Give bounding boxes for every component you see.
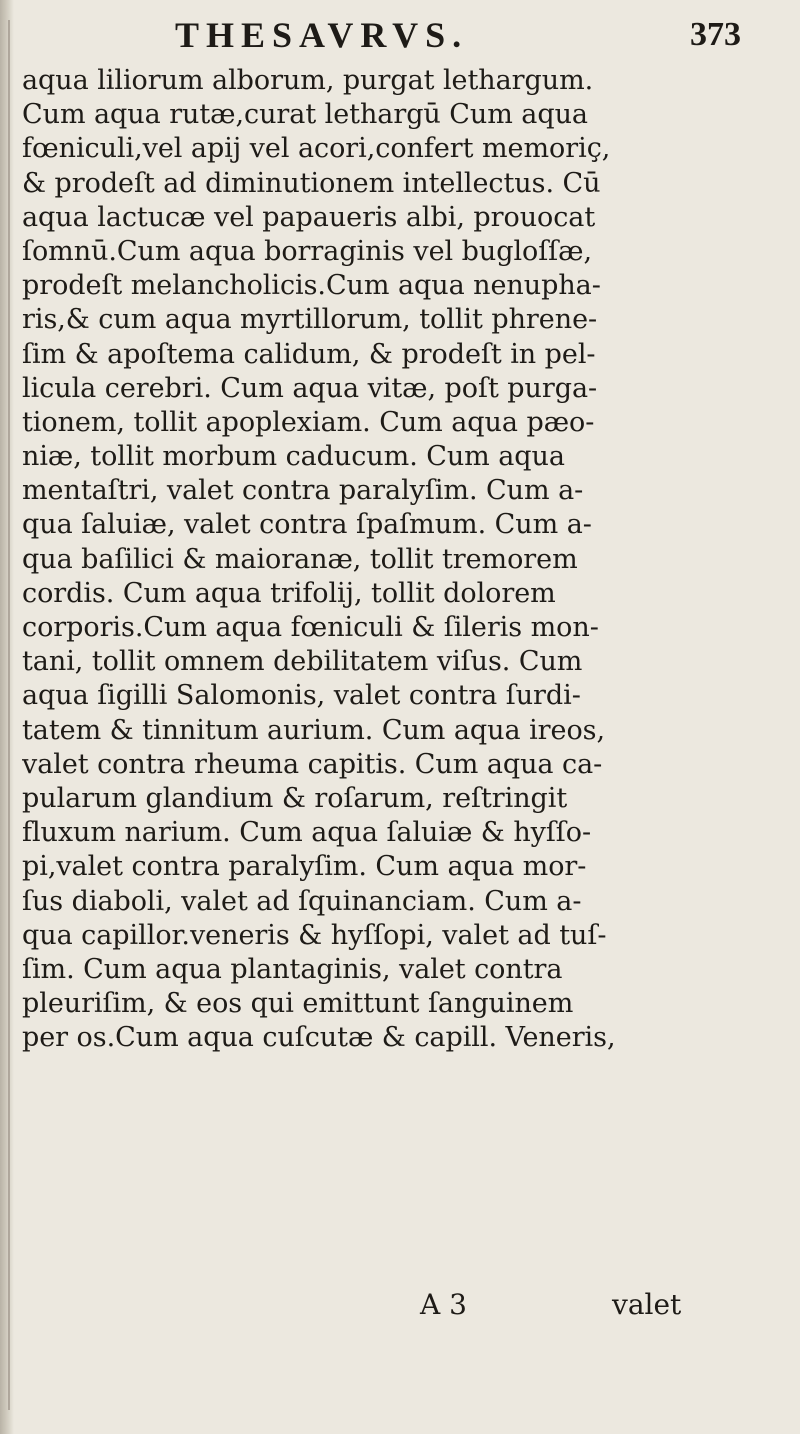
text-line: mentaſtri, valet contra paralyſim. Cum a- <box>22 475 584 507</box>
text-line: ſus diaboli, valet ad ſquinanciam. Cum a- <box>22 885 582 917</box>
text-line: Cum aqua rutæ,curat lethargū Cum aqua <box>22 99 588 131</box>
text-line: licula cerebri. Cum aqua vitæ, poſt purga- <box>22 372 598 404</box>
body-text <box>22 64 762 1055</box>
text-line: qua ſaluiæ, valet contra ſpaſmum. Cum a- <box>22 509 592 541</box>
text-line: ſim. Cum aqua plantaginis, valet contra <box>22 953 563 985</box>
text-line: niæ, tollit morbum caducum. Cum aqua <box>22 441 565 473</box>
text-line: & prodeſt ad diminutionem intellectus. Cū <box>22 167 601 199</box>
text-line: ſomnū.Cum aqua borraginis vel bugloſſæ, <box>22 235 592 267</box>
page-gutter <box>0 0 14 1434</box>
text-line: pularum glandium & roſarum, reſtringit <box>22 782 568 814</box>
catchword: valet <box>612 1288 682 1321</box>
text-line: tionem, tollit apoplexiam. Cum aqua pæo- <box>22 406 595 438</box>
text-line: valet contra rheuma capitis. Cum aqua ca- <box>22 748 603 780</box>
text-line: aqua ſigilli Salomonis, valet contra ſurdi- <box>22 680 581 712</box>
catchline <box>420 1285 760 1325</box>
text-line: pi,valet contra paralyſim. Cum aqua mor- <box>22 851 587 883</box>
signature-mark: A 3 <box>420 1288 467 1321</box>
text-line: fœniculi,vel apij vel acori,confert memoriç, <box>22 133 611 165</box>
gutter-shadow-line <box>8 20 10 1410</box>
text-line: cordis. Cum aqua trifolij, tollit dolorem <box>22 577 556 609</box>
text-line: prodeſt melancholicis.Cum aqua nenupha- <box>22 270 601 302</box>
text-line: qua capillor.veneris & hyſſopi, valet ad tuſ- <box>22 919 607 951</box>
text-line: corporis.Cum aqua fœniculi & ſileris mon- <box>22 612 599 643</box>
text-line: ris,& cum aqua myrtillorum, tollit phrene- <box>22 304 598 336</box>
text-line: tani, tollit omnem debilitatem viſus. Cum <box>22 646 583 678</box>
text-line: aqua lactucæ vel papaueris albi, prouocat <box>22 201 596 233</box>
text-line: per os.Cum aqua cuſcutæ & capill. Veneris, <box>22 1022 616 1054</box>
page-number: 373 <box>690 16 741 53</box>
text-line: fluxum narium. Cum aqua ſaluiæ & hyſſo- <box>22 817 592 849</box>
text-line: aqua liliorum alborum, purgat lethargum. <box>22 65 594 96</box>
text-line: qua baſilici & maioranæ, tollit tremorem <box>22 543 578 575</box>
text-line: tatem & tinnitum aurium. Cum aqua ireos, <box>22 714 605 746</box>
text-line: pleuriſim, & eos qui emittunt ſanguinem <box>22 988 574 1020</box>
text-line: ſim & apoſtema calidum, & prodeſt in pel- <box>22 338 596 370</box>
running-title: THESAVRVS. <box>175 15 469 55</box>
